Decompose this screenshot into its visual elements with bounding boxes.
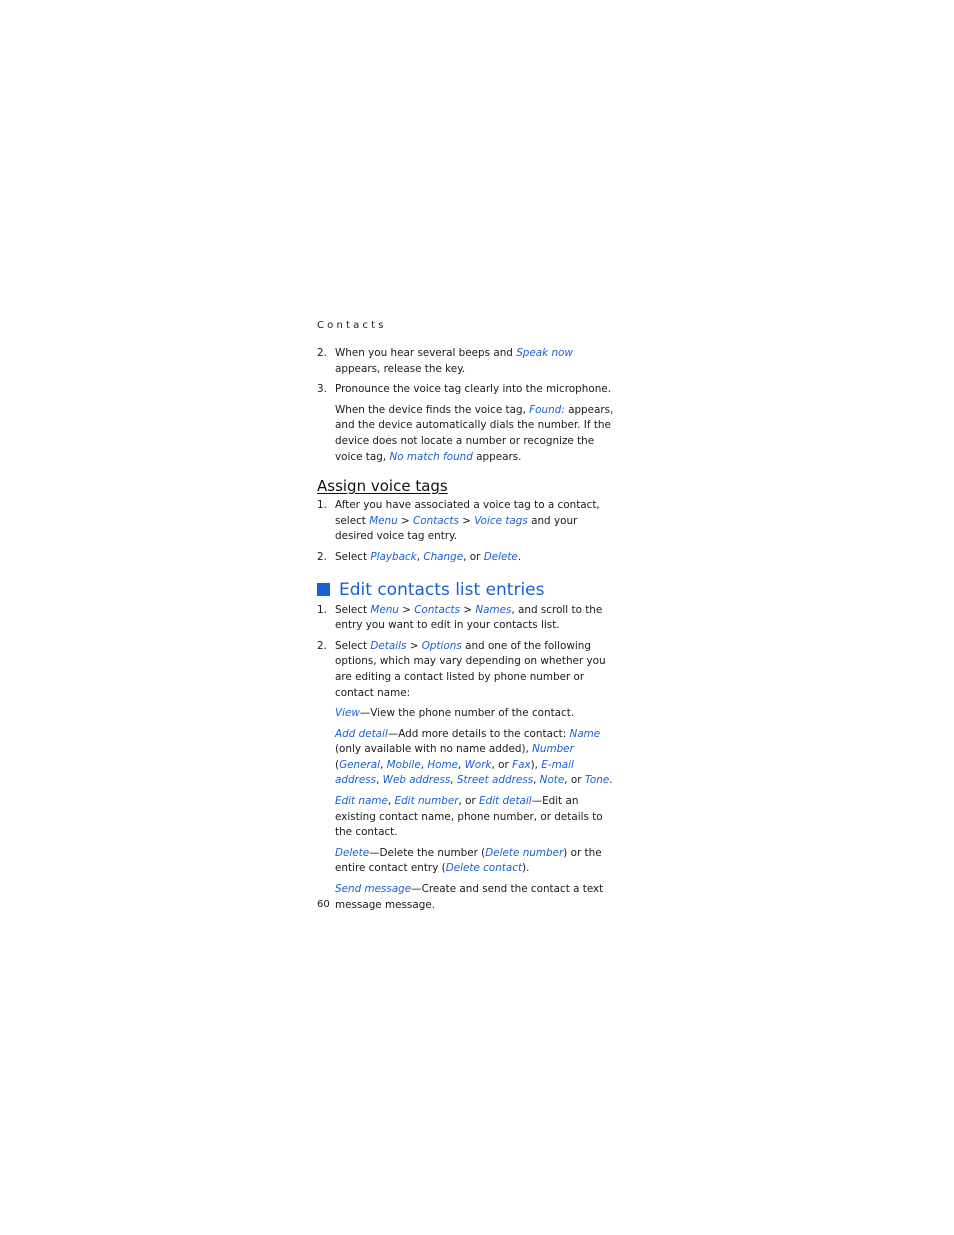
text-run: Select [335, 550, 371, 563]
text-run: , [533, 774, 540, 787]
ui-term: Number [532, 743, 574, 756]
text-run: , or [491, 758, 513, 771]
text-run: , [387, 795, 395, 808]
ui-term: Playback [370, 550, 417, 563]
text-run: appears. [472, 450, 522, 463]
square-bullet-icon [317, 583, 330, 596]
ui-term: Contacts [414, 603, 461, 616]
step-number: 3. [317, 383, 327, 396]
ui-term: Fax [512, 758, 531, 771]
text-run: > [406, 639, 422, 652]
text-run: After you have associated a voice tag to a contact, select [335, 499, 600, 527]
step-number: 2. [317, 639, 327, 652]
text-run: —Edit an existing contact name, phone number, or details to the contact. [335, 795, 603, 839]
ui-term: Edit name [335, 795, 388, 808]
text-run: —Add more details to the contact: [387, 727, 570, 740]
text-run: ), [530, 758, 542, 771]
ui-term: Name [569, 727, 601, 740]
ui-term: Send message [335, 883, 412, 896]
text-run: Select [335, 603, 371, 616]
text-run: , [420, 758, 428, 771]
option-add-detail [317, 727, 617, 789]
text-run: . [517, 550, 522, 563]
ui-term: Contacts [413, 514, 459, 527]
option-delete [317, 846, 617, 877]
step-text [335, 550, 617, 566]
text-run: Select [335, 639, 371, 652]
ui-term: Web address [382, 774, 451, 787]
page-number: 60 [317, 899, 330, 910]
text-run: > [397, 514, 414, 527]
ui-term: Speak now [516, 347, 573, 359]
ui-term: Home [427, 758, 459, 771]
body-paragraph [317, 403, 617, 465]
text-run: > [458, 514, 475, 527]
step-number: 2. [317, 550, 327, 563]
text-run: appears, and the device automatically dials the number. If the device does not locate a number or recognize the voice tag, [335, 403, 614, 463]
step-text [335, 603, 617, 634]
text-run: , or [458, 795, 480, 808]
text-run: , or [564, 774, 585, 787]
ui-term: Delete [335, 846, 370, 859]
ui-term: Options [421, 639, 462, 652]
ui-term: Edit number [394, 795, 459, 808]
ui-term: Details [370, 639, 407, 652]
text-run: , [376, 774, 383, 787]
text-run: , [450, 774, 457, 787]
ui-term: Names [475, 603, 512, 616]
section-heading [317, 579, 617, 601]
text-run: ). [522, 862, 530, 875]
ui-term: View [335, 707, 360, 720]
text-run: , and scroll to the entry you want to edit in your contacts list. [335, 603, 603, 632]
text-run: —Create and send the contact a text message message. [335, 883, 604, 911]
step-number: 1. [317, 603, 327, 616]
ui-term: E-mail address [335, 758, 574, 787]
text-run: Pronounce the voice tag clearly into the microphone. [335, 383, 611, 396]
text-run: When the device finds the voice tag, [335, 403, 530, 416]
ui-term: Menu [369, 514, 398, 527]
step-item [317, 639, 617, 701]
text-run: > [460, 603, 476, 616]
option-edit [317, 794, 617, 841]
text-run: , or [463, 550, 484, 563]
text-run: > [398, 603, 415, 616]
text-run: . [609, 774, 613, 787]
step-item [317, 550, 617, 566]
running-head: Contacts [317, 320, 387, 331]
step-item [317, 603, 617, 634]
step-item [317, 498, 617, 545]
step-text [335, 346, 617, 377]
ui-term: Delete number [485, 846, 564, 859]
ui-term: Tone [584, 774, 610, 787]
ui-term: Delete contact [445, 862, 523, 875]
text-run: When you hear several beeps and [335, 347, 517, 359]
ui-term: Voice tags [474, 514, 528, 527]
option-view [317, 706, 617, 722]
text-run: , [458, 758, 465, 771]
ui-term: Mobile [386, 758, 421, 771]
ui-term: Work [464, 758, 492, 771]
subheading-assign-voice-tags: Assign voice tags [317, 477, 448, 496]
text-run: , [380, 758, 387, 771]
step-text [335, 639, 617, 701]
ui-term: Change [423, 550, 464, 563]
text-run: and your desired voice tag entry. [335, 514, 578, 543]
step-item [317, 382, 617, 398]
step-text [335, 382, 617, 398]
ui-term: General [339, 758, 381, 771]
text-run: —Delete the number ( [369, 846, 486, 859]
text-run: ) or the entire contact entry ( [335, 846, 602, 875]
ui-term: No match found [389, 450, 473, 463]
step-item [317, 346, 617, 377]
text-run: , [416, 550, 424, 563]
ui-term: Menu [370, 603, 399, 616]
ui-term: Add detail [335, 727, 388, 740]
step-number: 2. [317, 347, 327, 359]
option-send-message [317, 882, 617, 913]
ui-term: Found: [529, 403, 565, 416]
page-content [317, 346, 617, 918]
ui-term: Edit detail [479, 795, 532, 808]
section-heading-text: Edit contacts list entries [339, 579, 545, 600]
text-run: ( [335, 758, 340, 771]
ui-term: Delete [483, 550, 518, 563]
text-run: appears, release the key. [335, 362, 466, 375]
step-text [335, 498, 617, 545]
ui-term: Street address [456, 774, 534, 787]
ui-term: Note [539, 774, 565, 787]
text-run: —View the phone number of the contact. [359, 707, 575, 720]
text-run: and one of the following options, which may vary depending on whether you are editing a contact listed by phone number or contact name: [335, 639, 606, 699]
step-number: 1. [317, 499, 327, 512]
text-run: (only available with no name added), [335, 743, 533, 756]
